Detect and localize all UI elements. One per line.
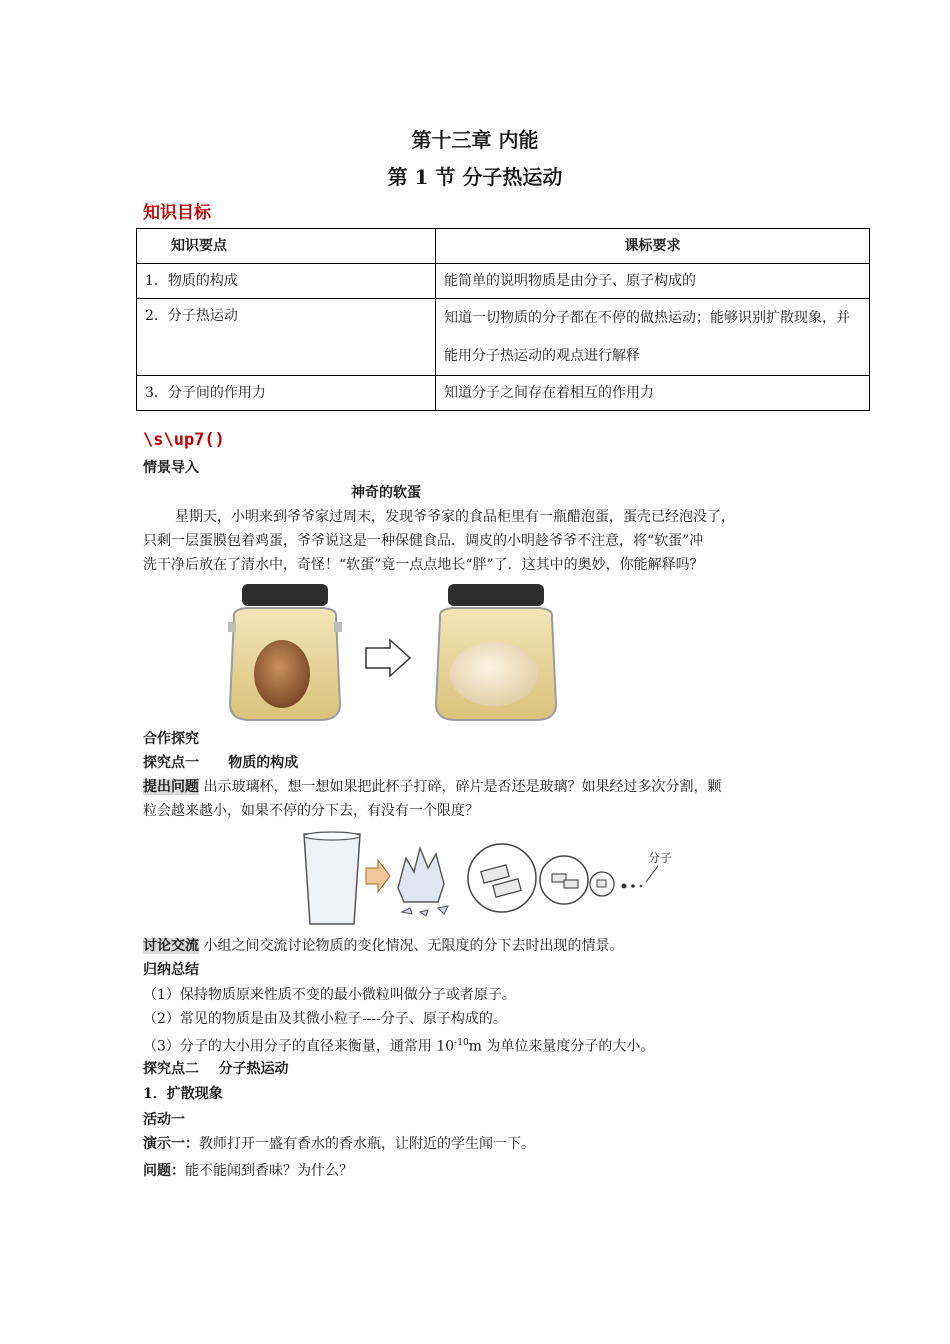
story-line-2: 只剩一层蛋膜包着鸡蛋，爷爷说这是一种保健食品．调皮的小明趁爷爷不注意，将“软蛋”冲: [143, 533, 704, 549]
arrow-right-icon: [366, 640, 410, 676]
demo1-text: 教师打开一盛有香水的香水瓶，让附近的学生闻一下。: [199, 1136, 535, 1152]
probe1-heading: 探究点一 物质的构成: [143, 755, 299, 771]
soft-egg-jars-image: [220, 582, 560, 724]
summary3-post: m 为单位来量度分子的大小。: [468, 1038, 655, 1055]
glass-division-image: [298, 828, 678, 932]
summary3-exponent: -10: [454, 1038, 469, 1048]
story-title: 神奇的软蛋: [351, 485, 421, 501]
table-row: [137, 376, 870, 411]
chapter-title: 第十三章 内能: [411, 128, 539, 152]
table-row: [137, 264, 870, 299]
discuss-text: 小组之间交流讨论物质的变化情况、无限度的分下去时出现的情景。: [199, 938, 624, 954]
discuss-line: [143, 934, 623, 958]
scene-intro-heading: 情景导入: [143, 460, 199, 476]
jar-after: [436, 584, 556, 720]
coop-heading: 合作探究: [143, 731, 199, 747]
knowledge-goals-heading: 知识目标: [143, 203, 211, 223]
question-line: [143, 1159, 353, 1183]
raise-question-text1: 出示玻璃杯，想一想如果把此杯子打碎，碎片是否还是玻璃？如果经过多次分割，颗: [199, 779, 722, 795]
summary3-pre: （3）分子的大小用分子的直径来衡量，通常用 10: [143, 1038, 455, 1055]
molecule-label: 分子: [648, 851, 673, 865]
demo1-line: [143, 1132, 535, 1156]
section-title: 第 1 节 分子热运动: [387, 165, 563, 189]
table-cell-requirement: 知道一切物质的分子都在不停的做热运动；能够识别扩散现象，并能用分子热运动的观点进行解释: [436, 299, 870, 376]
summary-item-2: （2）常见的物质是由及其微小粒子----分子、原子构成的。: [143, 1011, 507, 1027]
summary-item-3: [143, 1031, 654, 1059]
discuss-label: 讨论交流: [143, 938, 199, 954]
raise-question-line2: 粒会越来越小，如果不停的分下去，有没有一个限度？: [143, 803, 479, 819]
story-line-1: 星期天，小明来到爷爷家过周末，发现爷爷家的食品柜里有一瓶醋泡蛋，蛋壳已经泡没了，: [175, 509, 735, 525]
table-header-point: 知识要点: [137, 229, 436, 264]
table-header-row: [137, 229, 870, 264]
table-header-requirement: 课标要求: [436, 229, 870, 264]
story-line-3: 洗干净后放在了清水中，奇怪！“软蛋”竟一点点地长“胖”了．这其中的奥妙，你能解释吗？: [143, 557, 704, 573]
table-cell-point: 1．物质的构成: [137, 264, 436, 299]
demo1-label: 演示一：: [143, 1136, 199, 1152]
diffusion-heading: 1．扩散现象: [143, 1086, 223, 1102]
summary-heading: 归纳总结: [143, 962, 199, 978]
question-label: 问题：: [143, 1163, 185, 1179]
stray-field-code: \s\up7(): [143, 430, 225, 450]
table-cell-point: 2．分子热运动: [137, 299, 436, 376]
probe2-heading: 探究点二 分子热运动: [143, 1061, 289, 1077]
table-cell-requirement: 能简单的说明物质是由分子、原子构成的: [436, 264, 870, 299]
question-text: 能不能闻到香味？为什么？: [185, 1163, 353, 1179]
table-cell-requirement: 知道分子之间存在着相互的作用力: [436, 376, 870, 411]
activity1-heading: 活动一: [143, 1112, 185, 1128]
table-row: [137, 299, 870, 376]
raise-question-label: 提出问题: [143, 779, 199, 795]
table-cell-point: 3．分子间的作用力: [137, 376, 436, 411]
summary-item-1: （1）保持物质原来性质不变的最小微粒叫做分子或者原子。: [143, 987, 516, 1003]
goals-table: [136, 228, 870, 411]
raise-question-line1: [143, 775, 721, 799]
jar-before: [228, 584, 342, 720]
